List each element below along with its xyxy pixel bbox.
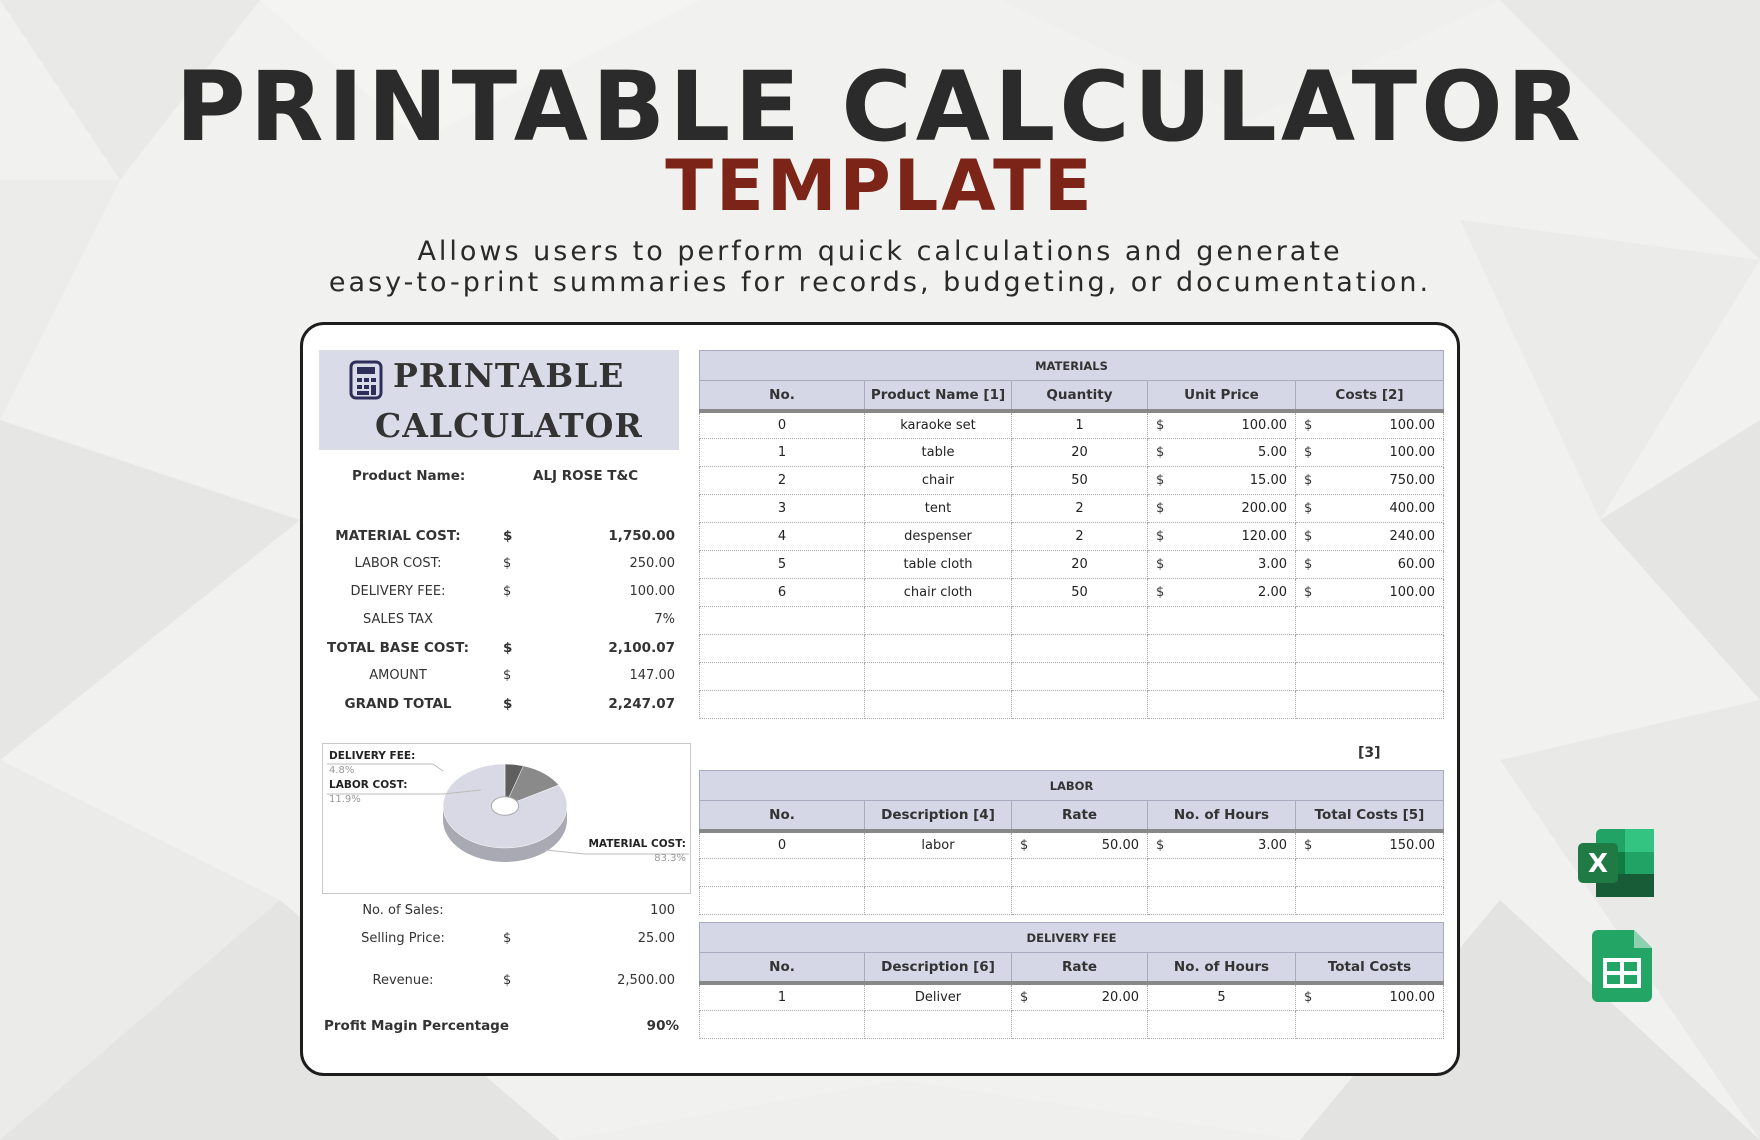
currency-symbol: $ (1304, 445, 1313, 460)
table-cell: despenser (865, 523, 1012, 551)
sales-value: 25.00 (637, 931, 675, 946)
cell-value: 100.00 (1241, 417, 1287, 433)
sales-currency: $ (503, 973, 512, 988)
money-wrap (1148, 418, 1295, 433)
materials-footnote: [3] (1358, 745, 1381, 761)
money-wrap (1296, 418, 1443, 433)
table-cell (700, 607, 865, 635)
currency-symbol: $ (1156, 557, 1165, 572)
table-row (700, 551, 1444, 579)
table-row (700, 691, 1444, 719)
table-cell (1296, 635, 1444, 663)
money-cell (1296, 551, 1444, 579)
table-cell (700, 1011, 865, 1039)
money-wrap (1296, 445, 1443, 460)
currency-symbol: $ (1156, 445, 1165, 460)
table-cell: 20 (1012, 551, 1148, 579)
summary-label: DELIVERY FEE: (350, 584, 446, 599)
table-cell: Deliver (865, 983, 1012, 1011)
cell-value: 20.00 (1101, 989, 1139, 1005)
table-cell: 1 (700, 439, 865, 467)
table-cell (865, 635, 1012, 663)
table-cell: 0 (700, 411, 865, 439)
column-header: No. (700, 953, 865, 983)
money-wrap (1148, 557, 1295, 572)
currency-symbol: $ (1156, 585, 1165, 600)
table-cell (865, 663, 1012, 691)
table-cell (700, 887, 865, 915)
table-cell: 5 (1148, 983, 1296, 1011)
summary-currency: $ (503, 584, 512, 599)
money-cell (1148, 411, 1296, 439)
money-cell (1148, 551, 1296, 579)
table-cell (1148, 691, 1296, 719)
table-cell (1296, 663, 1444, 691)
table-cell (1012, 635, 1148, 663)
table-row (700, 887, 1444, 915)
table-cell (1148, 1011, 1296, 1039)
currency-symbol: $ (1304, 585, 1313, 600)
money-wrap (1012, 838, 1147, 853)
table-cell (1012, 607, 1148, 635)
table-row (700, 983, 1444, 1011)
summary-value: 7% (654, 612, 675, 627)
column-header: No. of Hours (1148, 953, 1296, 983)
currency-symbol: $ (1304, 417, 1313, 433)
table-row (700, 467, 1444, 495)
table-cell (865, 691, 1012, 719)
money-wrap (1296, 557, 1443, 572)
google-sheets-icon[interactable] (1592, 930, 1654, 1002)
money-wrap (1296, 585, 1443, 600)
table-cell (1296, 1011, 1444, 1039)
currency-symbol: $ (1156, 529, 1165, 544)
table-cell (1148, 635, 1296, 663)
column-header: Product Name [1] (865, 381, 1012, 411)
cell-value: 120.00 (1241, 529, 1287, 544)
table-cell (1012, 663, 1148, 691)
table-cell: 50 (1012, 579, 1148, 607)
materials-section-title: MATERIALS (700, 351, 1444, 381)
column-header: Description [6] (865, 953, 1012, 983)
table-cell (1148, 887, 1296, 915)
summary-value: 2,247.07 (608, 696, 675, 712)
summary-currency: $ (503, 696, 513, 712)
cell-value: 5.00 (1258, 445, 1287, 460)
sales-currency: $ (503, 931, 512, 946)
currency-symbol: $ (1304, 989, 1313, 1005)
table-row (700, 859, 1444, 887)
table-cell (700, 635, 865, 663)
money-cell (1296, 439, 1444, 467)
currency-symbol: $ (1156, 473, 1165, 488)
calculator-icon (349, 360, 383, 400)
table-cell: 2 (1012, 495, 1148, 523)
sheet-title-line-1: PRINTABLE (393, 356, 625, 395)
page-subtitle: TEMPLATE (665, 145, 1095, 227)
pct-delivery-fee: 4.8% (329, 765, 355, 776)
money-cell (1148, 579, 1296, 607)
currency-symbol: $ (1156, 501, 1165, 516)
table-cell: labor (865, 831, 1012, 859)
column-header: Description [4] (865, 801, 1012, 831)
pct-material-cost: 83.3% (654, 853, 686, 864)
table-cell (700, 691, 865, 719)
cell-value: 400.00 (1389, 501, 1435, 516)
table-cell (1296, 607, 1444, 635)
delivery-table (699, 922, 1444, 1039)
sales-value: 100 (650, 903, 675, 918)
currency-symbol: $ (1020, 837, 1029, 853)
sales-label: No. of Sales: (362, 903, 444, 918)
sheet-title-block (319, 350, 679, 450)
label-labor-cost: LABOR COST: (329, 779, 408, 791)
sheet-title-line-2: CALCULATOR (375, 406, 643, 445)
table-row (700, 635, 1444, 663)
table-cell: chair (865, 467, 1012, 495)
money-cell (1296, 495, 1444, 523)
summary-value: 147.00 (629, 668, 675, 683)
table-row (700, 523, 1444, 551)
table-cell (1148, 663, 1296, 691)
table-cell (1012, 859, 1148, 887)
labor-table (699, 770, 1444, 915)
money-cell (1148, 495, 1296, 523)
money-cell (1296, 467, 1444, 495)
table-cell: 0 (700, 831, 865, 859)
table-cell (865, 859, 1012, 887)
money-cell (1296, 983, 1444, 1011)
cost-pie-chart (322, 743, 691, 894)
column-header: Quantity (1012, 381, 1148, 411)
cell-value: 3.00 (1258, 837, 1287, 853)
table-cell (1012, 691, 1148, 719)
table-cell: karaoke set (865, 411, 1012, 439)
table-row (700, 579, 1444, 607)
money-wrap (1296, 529, 1443, 544)
table-row (700, 439, 1444, 467)
product-name-label: Product Name: (352, 468, 466, 484)
table-cell: chair cloth (865, 579, 1012, 607)
currency-symbol: $ (1304, 529, 1313, 544)
table-cell (865, 607, 1012, 635)
money-cell (1296, 411, 1444, 439)
money-wrap (1148, 445, 1295, 460)
materials-table (699, 350, 1444, 719)
currency-symbol: $ (1020, 989, 1029, 1005)
cell-value: 100.00 (1389, 417, 1435, 433)
excel-letter: X (1587, 849, 1609, 879)
table-row (700, 663, 1444, 691)
cell-value: 240.00 (1389, 529, 1435, 544)
cell-value: 100.00 (1389, 445, 1435, 460)
sales-label: Revenue: (372, 973, 434, 988)
cell-value: 100.00 (1389, 989, 1435, 1005)
description-line-1: Allows users to perform quick calculations and generate (417, 236, 1343, 267)
cell-value: 100.00 (1389, 585, 1435, 600)
table-cell: 3 (700, 495, 865, 523)
cell-value: 50.00 (1101, 837, 1139, 853)
money-wrap (1148, 501, 1295, 516)
money-cell (1148, 467, 1296, 495)
sales-label: Selling Price: (361, 931, 445, 946)
page-description (0, 236, 1760, 298)
table-cell: 1 (1012, 411, 1148, 439)
money-wrap (1148, 585, 1295, 600)
money-wrap (1148, 473, 1295, 488)
table-cell: 20 (1012, 439, 1148, 467)
description-line-2: easy-to-print summaries for records, budgeting, or documentation. (328, 267, 1432, 298)
summary-currency: $ (503, 640, 513, 656)
label-material-cost: MATERIAL COST: (588, 838, 686, 850)
table-row (700, 411, 1444, 439)
money-cell (1296, 523, 1444, 551)
table-cell (1148, 859, 1296, 887)
table-cell (1012, 1011, 1148, 1039)
column-header: Rate (1012, 801, 1148, 831)
summary-currency: $ (503, 528, 513, 544)
profit-margin-label: Profit Magin Percentage (324, 1018, 509, 1034)
table-cell (1296, 691, 1444, 719)
column-header: Rate (1012, 953, 1148, 983)
label-delivery-fee: DELIVERY FEE: (329, 750, 416, 762)
column-header: No. of Hours (1148, 801, 1296, 831)
table-cell: 4 (700, 523, 865, 551)
money-cell (1296, 579, 1444, 607)
currency-symbol: $ (1304, 473, 1313, 488)
product-name-value: ALJ ROSE T&C (533, 468, 639, 484)
table-cell (1148, 607, 1296, 635)
table-cell: table cloth (865, 551, 1012, 579)
table-cell (700, 663, 865, 691)
money-cell (1012, 831, 1148, 859)
pie-hole (491, 797, 518, 815)
table-row (700, 1011, 1444, 1039)
cell-value: 750.00 (1389, 473, 1435, 488)
summary-value: 2,100.07 (608, 640, 675, 656)
delivery-section-title: DELIVERY FEE (700, 923, 1444, 953)
summary-label: LABOR COST: (354, 556, 442, 571)
summary-value: 100.00 (629, 584, 675, 599)
table-cell: 2 (1012, 523, 1148, 551)
table-cell: 5 (700, 551, 865, 579)
profit-margin-value: 90% (646, 1018, 679, 1034)
summary-currency: $ (503, 556, 512, 571)
table-cell (1296, 887, 1444, 915)
labor-section-title: LABOR (700, 771, 1444, 801)
money-wrap (1148, 529, 1295, 544)
currency-symbol: $ (1304, 501, 1313, 516)
summary-label: MATERIAL COST: (335, 528, 461, 544)
column-header: No. (700, 381, 865, 411)
column-header: Total Costs [5] (1296, 801, 1444, 831)
excel-icon[interactable] (1578, 829, 1656, 899)
summary-currency: $ (503, 668, 512, 683)
cell-value: 15.00 (1249, 473, 1287, 488)
table-cell: table (865, 439, 1012, 467)
currency-symbol: $ (1156, 837, 1165, 853)
spreadsheet-card (300, 322, 1460, 1076)
cell-value: 3.00 (1258, 557, 1287, 572)
currency-symbol: $ (1156, 417, 1165, 433)
table-cell: tent (865, 495, 1012, 523)
page-title: PRINTABLE CALCULATOR (175, 51, 1585, 163)
column-header: Unit Price (1148, 381, 1296, 411)
cell-value: 60.00 (1397, 557, 1435, 572)
summary-label: TOTAL BASE COST: (327, 640, 469, 656)
table-cell (865, 887, 1012, 915)
table-row (700, 831, 1444, 859)
pct-labor-cost: 11.9% (329, 794, 361, 805)
cell-value: 2.00 (1258, 585, 1287, 600)
table-cell: 50 (1012, 467, 1148, 495)
table-cell: 2 (700, 467, 865, 495)
money-cell (1148, 439, 1296, 467)
money-cell (1296, 831, 1444, 859)
table-cell: 1 (700, 983, 865, 1011)
summary-value: 1,750.00 (608, 528, 675, 544)
table-cell (700, 859, 865, 887)
sales-value: 2,500.00 (617, 973, 675, 988)
currency-symbol: $ (1304, 557, 1313, 572)
table-cell: 6 (700, 579, 865, 607)
money-wrap (1296, 501, 1443, 516)
money-wrap (1296, 990, 1443, 1005)
column-header: Total Costs (1296, 953, 1444, 983)
money-cell (1012, 983, 1148, 1011)
column-header: Costs [2] (1296, 381, 1444, 411)
summary-label: GRAND TOTAL (344, 696, 452, 712)
currency-symbol: $ (1304, 837, 1313, 853)
summary-label: AMOUNT (369, 668, 427, 683)
table-cell (1012, 887, 1148, 915)
column-header: No. (700, 801, 865, 831)
pie-chart-svg (323, 744, 690, 893)
money-wrap (1012, 990, 1147, 1005)
table-cell (1296, 859, 1444, 887)
summary-value: 250.00 (629, 556, 675, 571)
table-row (700, 607, 1444, 635)
money-wrap (1296, 473, 1443, 488)
money-cell (1148, 831, 1296, 859)
summary-label: SALES TAX (363, 612, 433, 627)
cell-value: 200.00 (1241, 501, 1287, 516)
money-wrap (1296, 838, 1443, 853)
money-wrap (1148, 838, 1295, 853)
money-cell (1148, 523, 1296, 551)
table-row (700, 495, 1444, 523)
cell-value: 150.00 (1389, 837, 1435, 853)
table-cell (865, 1011, 1012, 1039)
